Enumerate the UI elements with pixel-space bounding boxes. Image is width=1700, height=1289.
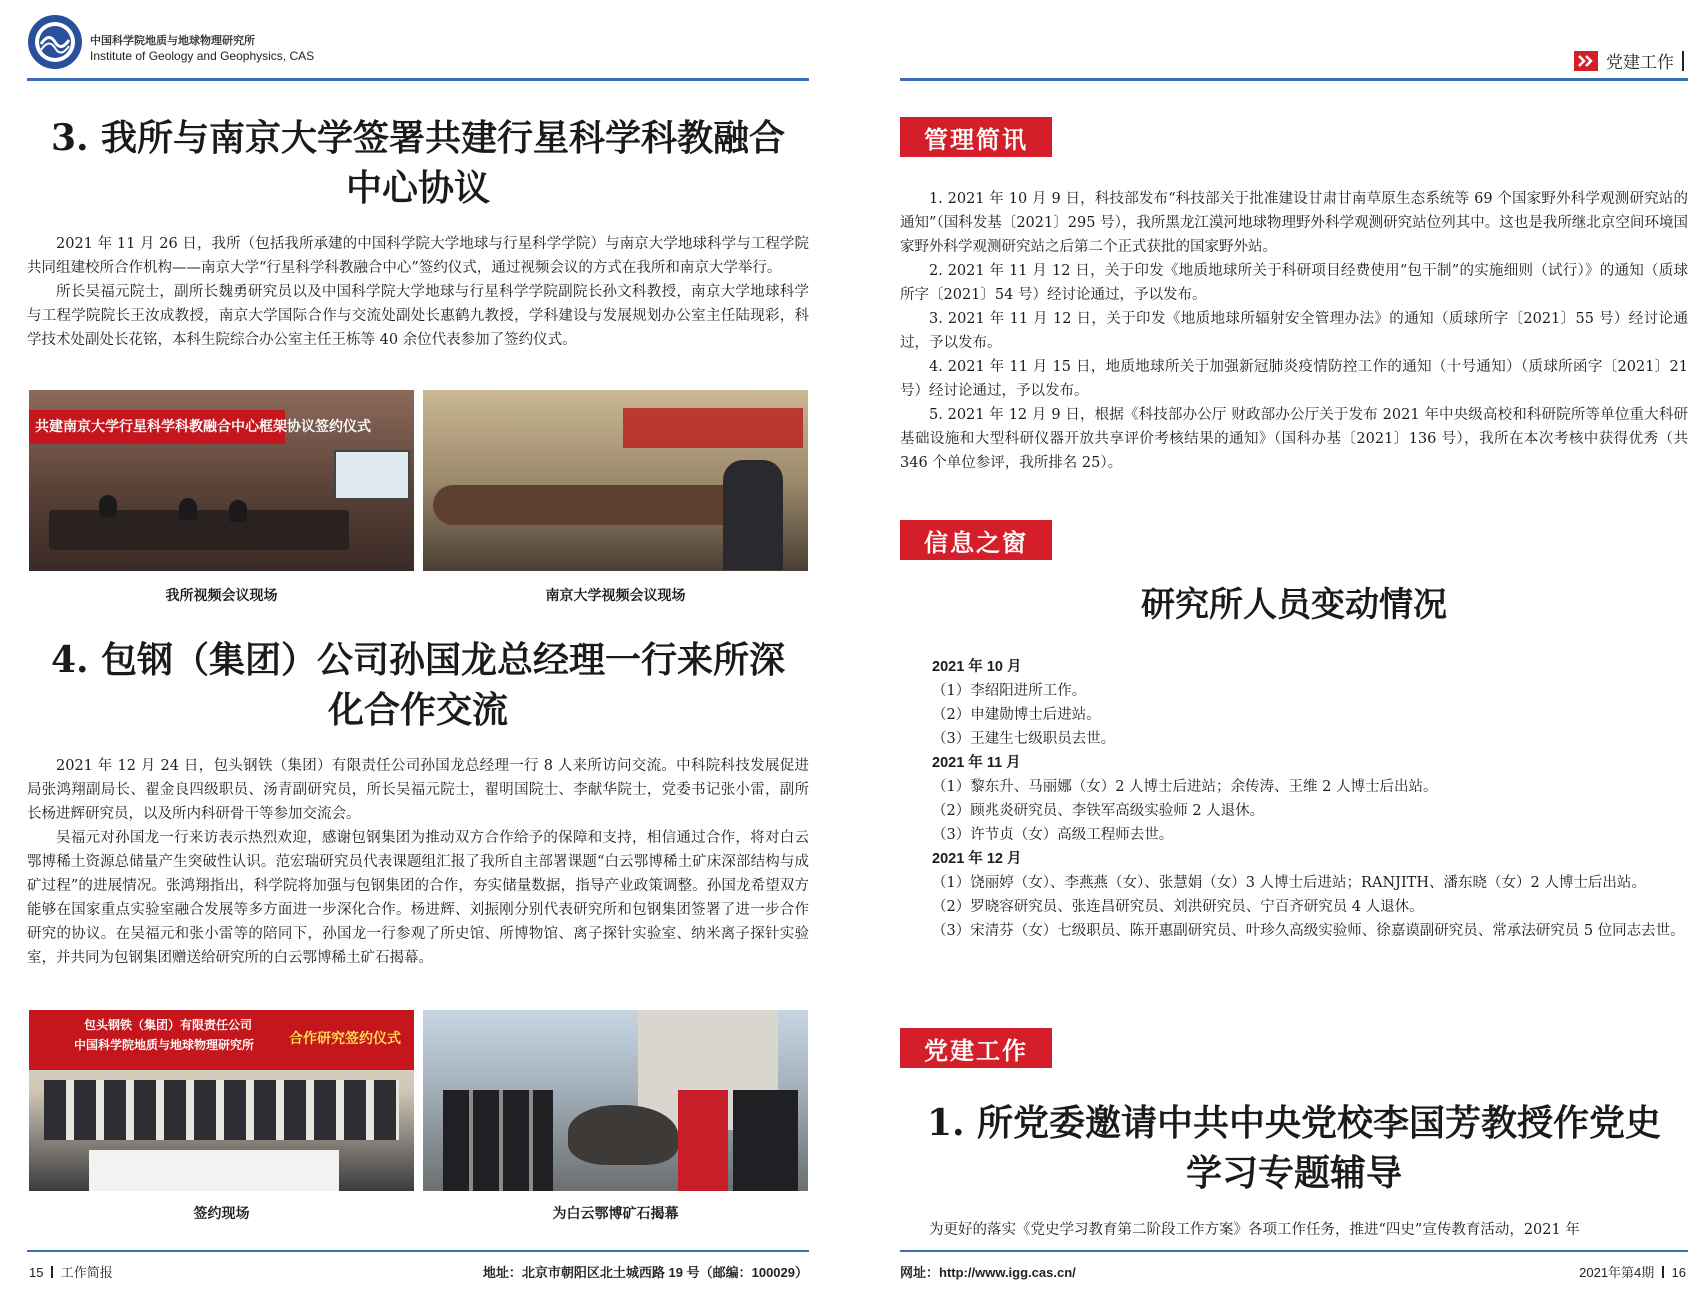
- publication-name: 工作简报: [60, 1265, 113, 1280]
- caption-photo3: 签约现场: [193, 1206, 250, 1222]
- section-tag-label: 党建工作: [1606, 53, 1674, 72]
- standing-group: [44, 1080, 399, 1140]
- news-item: 2. 2021 年 11 月 12 日，关于印发《地质地球所关于科研项目经费使用“包干制”的实施细则（试行）》的通知（质球所字〔2021〕54 号）经讨论通过，予以发布。: [900, 263, 1688, 303]
- signing-banner: 包头钢铁（集团）有限责任公司 中国科学院地质与地球物理研究所 合作研究签约仪式: [29, 1010, 414, 1070]
- banner-info-window: 信息之窗: [900, 520, 1052, 560]
- list-item: （3）王建生七级职员去世。: [932, 731, 1116, 747]
- meeting-banner: 共建南京大学行星科学科教融合中心框架协议签约仪式: [29, 410, 285, 444]
- right-page: [850, 0, 1700, 1289]
- list-item: （1）李绍阳进所工作。: [932, 683, 1087, 699]
- footer-address: 地址：北京市朝阳区北土城西路 19 号（邮编：100029）: [482, 1265, 808, 1280]
- institute-logo-icon: [27, 14, 83, 70]
- separator: [51, 1266, 53, 1278]
- list-item: （3）宋清芬（女）七级职员、陈开惠副研究员、叶珍久高级实验师、徐嘉谟副研究员、常承法研究员 5 位同志去世。: [932, 923, 1685, 939]
- footer-rule: [27, 1250, 809, 1252]
- personnel-list: [900, 655, 1688, 943]
- header-rule: [900, 78, 1688, 81]
- page-number: 16: [1671, 1265, 1686, 1280]
- attendee-right: [733, 1090, 798, 1191]
- attendees-left: [443, 1090, 553, 1191]
- attendee-foreground: [723, 460, 783, 570]
- news-item: 3. 2021 年 11 月 12 日，关于印发《地质地球所辐射安全管理办法》的通知（质球所字〔2021〕55 号）经讨论通过，予以发布。: [900, 311, 1688, 351]
- footer-website: 网址：http://www.igg.cas.cn/: [900, 1265, 1076, 1280]
- paragraph: 为更好的落实《党史学习教育第二阶段工作方案》各项工作任务，推进“四史”宣传教育活动，2021 年: [929, 1222, 1580, 1238]
- caption-photo4: 为白云鄂博矿石揭幕: [552, 1206, 679, 1222]
- news-item: 1. 2021 年 10 月 9 日，科技部发布“科技部关于批准建设甘肃甘南草原生态系统等 69 个国家野外科学观测研究站的通知”（国科发基〔2021〕295 号），我所黑龙江漠河地球物理野外科学观测研究站位列其中。这也是我所继北京空间环境国家野外科学观测研究站之后第二个正式获批的国家野外站。: [900, 191, 1688, 255]
- banner-party-building: 党建工作: [900, 1028, 1052, 1068]
- projection-screen: [334, 450, 410, 500]
- paragraph: 2021 年 12 月 24 日，包头钢铁（集团）有限责任公司孙国龙总经理一行 8 人来所访问交流。中科院科技发展促进局张鸿翔副局长、翟金良四级职员、汤青副研究员，所长吴福元院士，翟明国院士、李献华院士，党委书记张小雷，副所长杨进辉研究员，以及所内科研骨干等参加交流会。: [27, 758, 809, 822]
- institute-name-cn: 中国科学院地质与地球物理研究所: [90, 35, 255, 47]
- header-rule: [27, 78, 809, 81]
- attendee-red-coat: [678, 1090, 728, 1191]
- ore-stone: [568, 1105, 678, 1165]
- list-item: （2）罗晓容研究员、张连昌研究员、刘洪研究员、宁百齐研究员 4 人退休。: [932, 899, 1424, 915]
- paragraph: 吴福元对孙国龙一行来访表示热烈欢迎，感谢包钢集团为推动双方合作给予的保障和支持，相信通过合作，将对白云鄂博稀土资源总储量产生突破性认识。范宏瑞研究员代表课题组汇报了我所自主部署课题“白云鄂博稀土矿床深部结构与成矿过程”的进展情况。张鸿翔指出，科学院将加强与包钢集团的合作，夯实储量数据，指导产业政策调整。孙国龙希望双方能够在国家重点实验室融合发展等多方面进一步深化合作。杨进辉、刘振刚分别代表研究所和包钢集团签署了进一步合作研究的协议。在吴福元和张小雷等的陪同下，孙国龙一行参观了所史馆、所博物馆、离子探针实验室、纳米离子探针实验室，并共同为包钢集团赠送给研究所的白云鄂博稀土矿石揭幕。: [27, 830, 809, 966]
- footer-right: [1579, 1262, 1686, 1281]
- month-heading: 2021 年 11 月: [932, 755, 1021, 771]
- attendee: [99, 495, 117, 517]
- management-news-list: [900, 187, 1688, 475]
- paragraph: 所长吴福元院士，副所长魏勇研究员以及中国科学院大学地球与行星科学学院副院长孙文科教授，南京大学地球科学与工程学院院长王汝成教授，南京大学国际合作与交流处副处长惠鹤九教授，学科建设与发展规划办公室主任陆现彩，科学技术处副处长花铭，本科生院综合办公室主任王栋等 40 余位代表参加了签约仪式。: [27, 284, 809, 348]
- footer-left: [29, 1262, 113, 1281]
- conference-table: [49, 510, 349, 550]
- list-item: （1）黎东升、马丽娜（女）2 人博士后进站；余传涛、王维 2 人博士后出站。: [932, 779, 1438, 795]
- article3-title: 3. 我所与南京大学签署共建行星科学科教融合 中心协议: [50, 117, 786, 209]
- month-heading: 2021 年 12 月: [932, 851, 1022, 867]
- caption-photo2: 南京大学视频会议现场: [545, 588, 686, 604]
- article4-body: [27, 754, 809, 970]
- photo-nju-video-meeting: [423, 390, 808, 571]
- meeting-banner-red: [623, 408, 803, 448]
- page-number: 15: [29, 1265, 44, 1280]
- news-item: 4. 2021 年 11 月 15 日，地质地球所关于加强新冠肺炎疫情防控工作的通知（十号通知）（质球所函字〔2021〕21 号）经讨论通过，予以发布。: [900, 359, 1688, 399]
- separator: [1662, 1266, 1664, 1278]
- banner-management-news: 管理简讯: [900, 117, 1052, 157]
- caption-photo1: 我所视频会议现场: [165, 588, 278, 604]
- photo-igg-video-meeting: [29, 390, 414, 571]
- signing-table: [89, 1150, 339, 1191]
- article4-title: 4. 包钢（集团）公司孙国龙总经理一行来所深 化合作交流: [50, 639, 786, 731]
- separator: [1682, 51, 1684, 71]
- list-item: （3）许节贞（女）高级工程师去世。: [932, 827, 1174, 843]
- double-chevron-icon: [1574, 51, 1598, 71]
- list-item: （2）顾兆炎研究员、李铁军高级实验师 2 人退休。: [932, 803, 1265, 819]
- institute-name-en: Institute of Geology and Geophysics, CAS: [90, 49, 315, 63]
- personnel-title: 研究所人员变动情况: [1141, 585, 1447, 625]
- list-item: （1）饶丽婷（女）、李燕燕（女）、张慧娟（女）3 人博士后进站；RANJITH、潘东晓（女）2 人博士后出站。: [932, 875, 1646, 891]
- attendee: [179, 498, 197, 520]
- conference-table: [433, 485, 763, 525]
- news-item: 5. 2021 年 12 月 9 日，根据《科技部办公厅 财政部办公厅关于发布 2021 年中央级高校和科研院所等单位重大科研基础设施和大型科研仪器开放共享评价考核结果的通知》（国科办基〔2021〕136 号），我所在本次考核中获得优秀（共 346 个单位参评，我所排名 25）。: [900, 407, 1688, 471]
- photo-ore-unveiling: [423, 1010, 808, 1191]
- month-heading: 2021 年 10 月: [932, 659, 1022, 675]
- photo-signing: [29, 1010, 414, 1191]
- article3-body: [27, 232, 809, 352]
- section-tag: [1574, 48, 1684, 73]
- paragraph: 2021 年 11 月 26 日，我所（包括我所承建的中国科学院大学地球与行星科学学院）与南京大学地球科学与工程学院共同组建校所合作机构——南京大学“行星科学科教融合中心”签约仪式，通过视频会议的方式在我所和南京大学举行。: [27, 236, 809, 276]
- article1-body: [900, 1218, 1688, 1242]
- article1-title: 1. 所党委邀请中共中央党校李国芳教授作党史 学习专题辅导: [926, 1102, 1662, 1194]
- footer-rule: [900, 1250, 1688, 1252]
- attendee: [229, 500, 247, 522]
- issue-label: 2021年第4期: [1579, 1265, 1655, 1280]
- list-item: （2）申建勋博士后进站。: [932, 707, 1101, 723]
